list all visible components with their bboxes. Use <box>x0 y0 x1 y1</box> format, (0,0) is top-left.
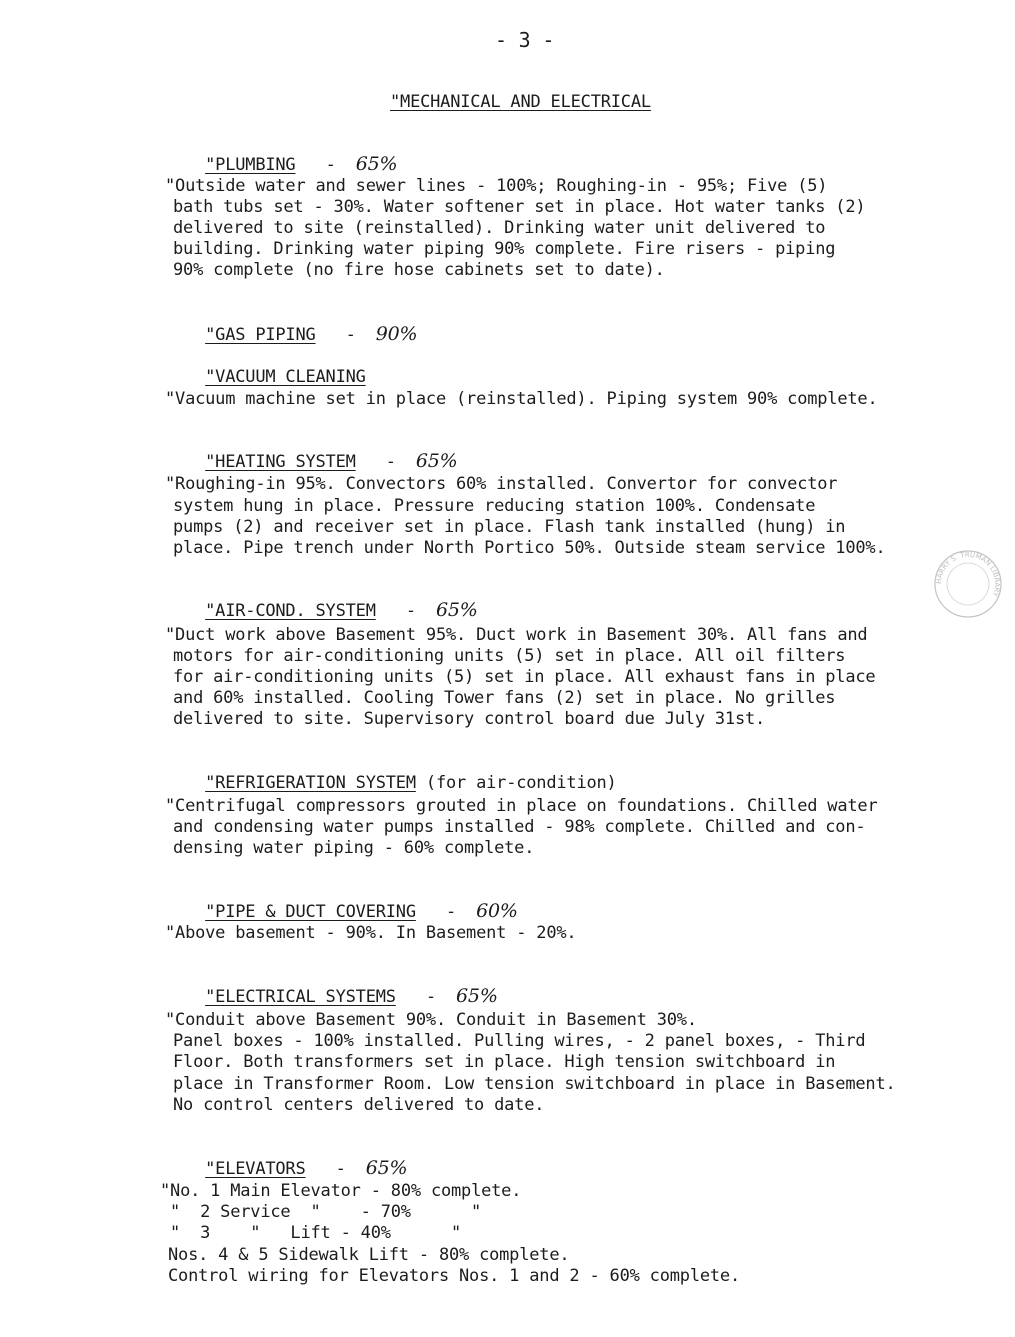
section-percent: 65% <box>355 153 398 175</box>
section-dash: - <box>405 601 416 621</box>
section-note: (for air-condition) <box>425 773 617 793</box>
page-number: - 3 - <box>495 28 555 52</box>
section-dash: - <box>335 1159 346 1179</box>
paragraph-line: building. Drinking water piping 90% complete. Fire risers - piping <box>173 239 836 259</box>
paragraph-line: 90% complete (no fire hose cabinets set to date). <box>173 260 665 280</box>
section-title: "GAS PIPING <box>205 325 316 345</box>
paragraph-line: "No. 1 Main Elevator - 80% complete. <box>160 1181 522 1201</box>
section-percent: 65% <box>456 985 498 1007</box>
paragraph-line: "Centrifugal compressors grouted in place on foundations. Chilled water <box>165 796 878 816</box>
paragraph-line: Control wiring for Elevators Nos. 1 and 2 - 60% complete. <box>168 1266 740 1286</box>
section-percent: 90% <box>375 323 418 345</box>
paragraph-line: delivered to site (reinstalled). Drinking water unit delivered to <box>173 218 826 238</box>
section-percent: 60% <box>476 900 518 922</box>
main-heading: "MECHANICAL AND ELECTRICAL <box>390 92 651 112</box>
paragraph-line: "Conduit above Basement 90%. Conduit in Basement 30%. <box>165 1010 697 1030</box>
paragraph-line: system hung in place. Pressure reducing station 100%. Condensate <box>173 496 816 516</box>
section-dash: - <box>425 987 436 1007</box>
paragraph-line: " 2 Service " - 70% " <box>170 1202 482 1222</box>
paragraph-line: Nos. 4 & 5 Sidewalk Lift - 80% complete. <box>168 1245 570 1265</box>
section-title: "ELEVATORS <box>205 1159 306 1179</box>
section-title: "ELECTRICAL SYSTEMS <box>205 987 396 1007</box>
paragraph-line: "Duct work above Basement 95%. Duct work in Basement 30%. All fans and <box>165 625 868 645</box>
paragraph-line: densing water piping - 60% complete. <box>173 838 535 858</box>
svg-text:HARRY S. TRUMAN LIBRARY: HARRY S. TRUMAN LIBRARY <box>934 550 1002 598</box>
paragraph-line: place in Transformer Room. Low tension switchboard in place in Basement. <box>173 1074 896 1094</box>
paragraph-line: and 60% installed. Cooling Tower fans (2) set in place. No grilles <box>173 688 836 708</box>
library-stamp <box>932 548 1004 620</box>
paragraph-line: "Outside water and sewer lines - 100%; Roughing-in - 95%; Five (5) <box>165 176 828 196</box>
section-title: "PLUMBING <box>205 155 296 175</box>
paragraph-line: pumps (2) and receiver set in place. Flash tank installed (hung) in <box>173 517 846 537</box>
paragraph-line: "Roughing-in 95%. Convectors 60% installed. Convertor for convector <box>165 474 838 494</box>
section-percent: 65% <box>365 1157 408 1179</box>
paragraph-line: " 3 " Lift - 40% " <box>170 1223 462 1243</box>
paragraph-line: for air-conditioning units (5) set in place. All exhaust fans in place <box>173 667 876 687</box>
section-percent: 65% <box>415 450 458 472</box>
paragraph-line: delivered to site. Supervisory control board due July 31st. <box>173 709 766 729</box>
section-percent: 65% <box>435 599 478 621</box>
paragraph-line: place. Pipe trench under North Portico 50%. Outside steam service 100%. <box>173 538 886 558</box>
section-dash: - <box>385 452 396 472</box>
section-title: "PIPE & DUCT COVERING <box>205 902 416 922</box>
paragraph-line: "Above basement - 90%. In Basement - 20%. <box>165 923 577 943</box>
paragraph-line: and condensing water pumps installed - 98% complete. Chilled and con- <box>173 817 866 837</box>
paragraph-line: Floor. Both transformers set in place. High tension switchboard in <box>173 1052 836 1072</box>
section-dash: - <box>445 902 457 922</box>
paragraph-line: "Vacuum machine set in place (reinstalled). Piping system 90% complete. <box>165 389 878 409</box>
section-title: "REFRIGERATION SYSTEM <box>205 773 416 793</box>
section-title: "AIR-COND. SYSTEM <box>205 601 376 621</box>
paragraph-line: Panel boxes - 100% installed. Pulling wires, - 2 panel boxes, - Third <box>173 1031 866 1051</box>
paragraph-line: bath tubs set - 30%. Water softener set in place. Hot water tanks (2) <box>173 197 866 217</box>
section-title: "HEATING SYSTEM <box>205 452 356 472</box>
section-title: "VACUUM CLEANING <box>205 367 366 387</box>
paragraph-line: No control centers delivered to date. <box>173 1095 545 1115</box>
section-dash: - <box>345 325 356 345</box>
section-dash: - <box>325 155 336 175</box>
paragraph-line: motors for air-conditioning units (5) set in place. All oil filters <box>173 646 846 666</box>
